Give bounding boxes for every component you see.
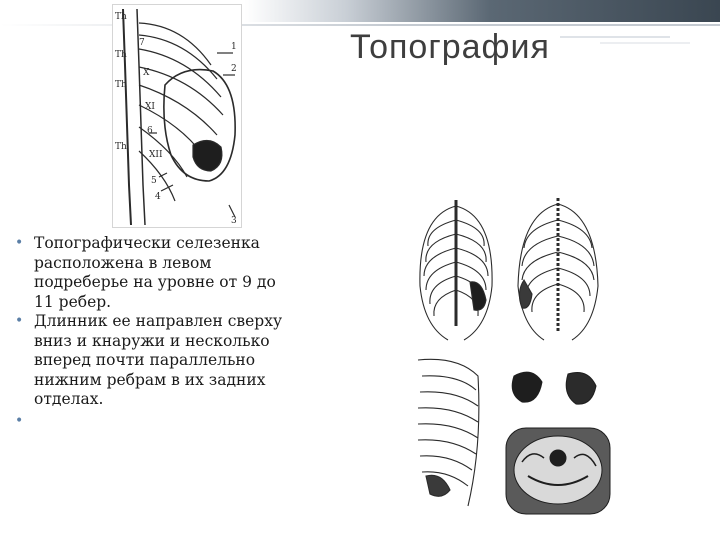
spleen-drawing — [113, 5, 241, 227]
rib-label: X — [143, 68, 150, 78]
ribcage-composite-figure — [398, 176, 616, 522]
slide-title: Топография — [350, 28, 550, 66]
callout-label: 2 — [231, 64, 237, 74]
callout-label: 7 — [139, 38, 145, 48]
callout-label: 3 — [231, 216, 237, 226]
callout-label: 4 — [155, 192, 161, 202]
vertebra-label: Th — [115, 142, 127, 152]
bullet-item — [10, 312, 300, 410]
cross-section — [506, 428, 610, 514]
bullet-text: Длинник ее направлен сверху вниз и кнаружи и несколько вперед почти параллельно нижним ребрам в их задних отделах. — [34, 312, 283, 408]
callout-label: 6 — [147, 126, 153, 136]
header-band — [0, 0, 720, 22]
bullet-marker: • — [15, 412, 24, 429]
bullet-item — [10, 234, 300, 312]
rib-label: XII — [149, 150, 163, 160]
ribcage-drawing — [398, 176, 616, 522]
callout-label: 1 — [231, 42, 237, 52]
bullet-list — [10, 234, 300, 432]
vertebra-label: Th — [115, 50, 127, 60]
spleen-topography-figure — [112, 4, 242, 228]
vertebra-label: Th — [115, 80, 127, 90]
bullet-marker: • — [15, 313, 24, 329]
bullet-item-empty — [10, 412, 300, 432]
bullet-text: Топографически селезенка расположена в левом подреберье на уровне от 9 до 11 ребер. — [34, 234, 276, 311]
bullet-marker: • — [15, 235, 24, 251]
decor-line — [600, 42, 690, 44]
rib-label: XI — [145, 102, 155, 112]
vertebra-label: Th — [115, 12, 127, 22]
callout-label: 5 — [151, 176, 157, 186]
